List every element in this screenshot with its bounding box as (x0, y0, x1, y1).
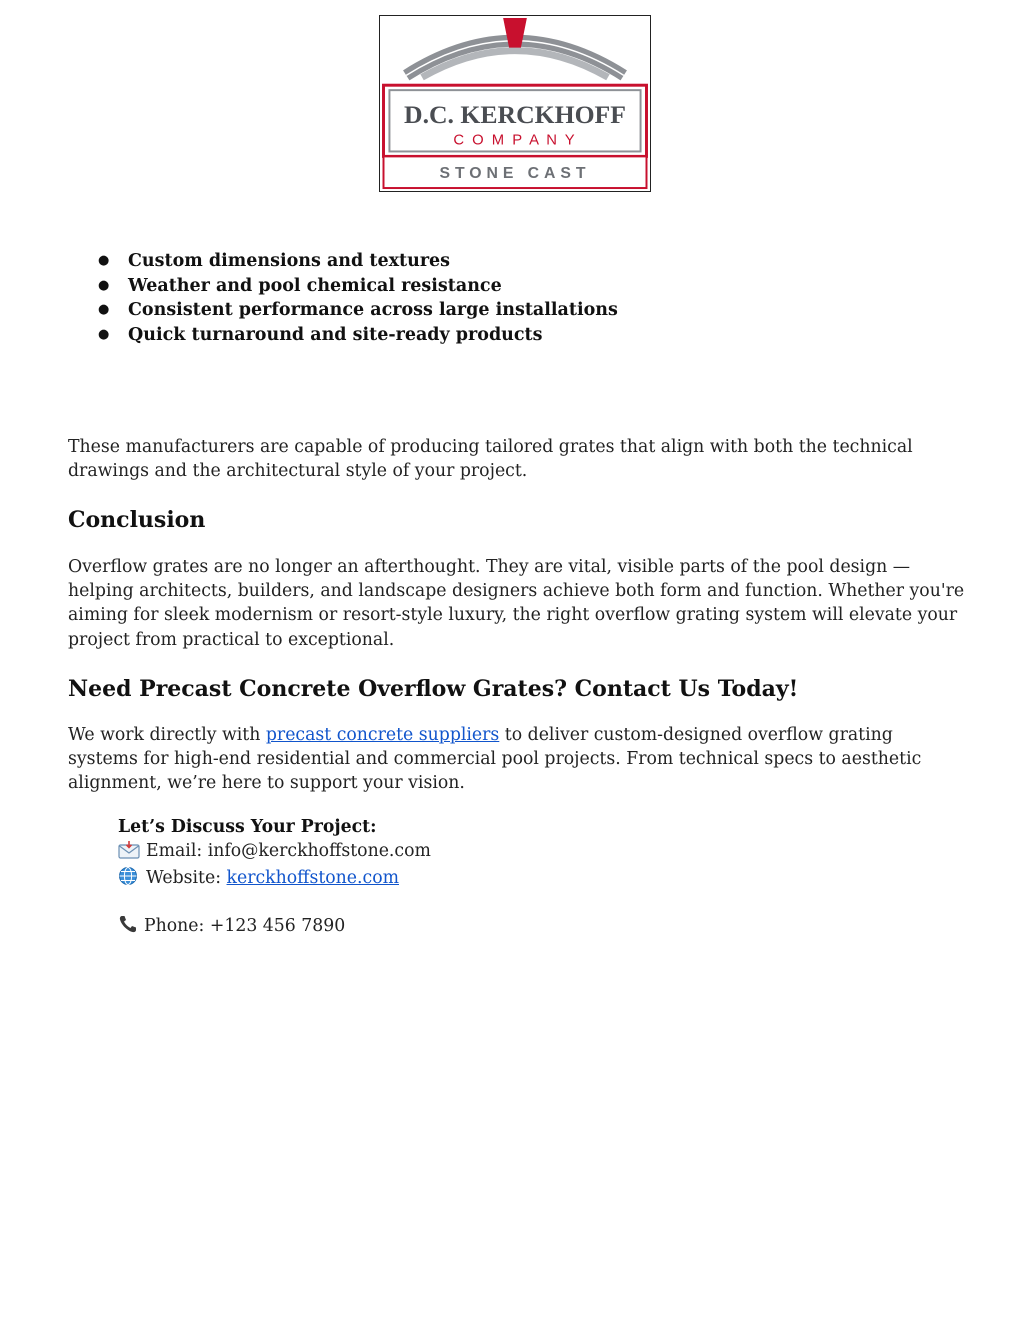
phone-label: Phone: (144, 915, 210, 936)
website-link[interactable]: kerckhoffstone.com (226, 868, 399, 889)
precast-suppliers-link[interactable]: precast concrete suppliers (265, 725, 500, 745)
website-line (118, 866, 431, 893)
cta-paragraph (68, 723, 968, 796)
phone-line (118, 914, 431, 941)
phone-value: +123 456 7890 (209, 915, 346, 936)
cta-heading: Need Precast Concrete Overflow Grates? Contact Us Today! (68, 676, 799, 702)
cta-text-before: We work directly with (68, 725, 266, 745)
manufacturers-paragraph: These manufacturers are capable of producing tailored grates that align with both the technical drawings and the architectural style of your project. (68, 437, 913, 482)
email-label: Email: (146, 841, 208, 862)
list-item: ● Consistent performance across large installations (98, 298, 618, 323)
email-line (118, 839, 431, 866)
list-item: ● Quick turnaround and site-ready products (98, 323, 618, 348)
contact-block (118, 815, 431, 941)
email-value: info@kerckhoffstone.com (207, 841, 431, 862)
phone-icon (118, 914, 138, 941)
conclusion-heading: Conclusion (68, 507, 206, 533)
feature-list (98, 249, 618, 347)
cta-text-after: to deliver custom-designed overflow grating systems for high-end residential and commercial pool projects. From technical specs to aesthetic alignment, we’re here to support your vision. (68, 725, 922, 794)
company-logo (379, 15, 651, 192)
website-label: Website: (146, 868, 227, 889)
globe-icon (118, 866, 140, 893)
list-item: ● Custom dimensions and textures (98, 249, 618, 274)
contact-label: Let’s Discuss Your Project: (118, 817, 377, 837)
logo-graphic (380, 16, 650, 191)
envelope-icon (118, 841, 140, 866)
spacer (118, 894, 431, 914)
list-item: ● Weather and pool chemical resistance (98, 274, 618, 299)
logo-tagline: STONE CAST (439, 165, 591, 183)
logo-company: C O M P A N Y (453, 132, 577, 149)
conclusion-paragraph: Overflow grates are no longer an afterthought. They are vital, visible parts of the pool design — helping architects, builders, and landscape designers achieve both form and function. Whether you're aiming for sleek modernism or resort-style luxury, the right overflow grating system will elevate your project from practical to exceptional. (68, 557, 965, 650)
logo-name: D.C. KERCKHOFF (404, 99, 626, 129)
